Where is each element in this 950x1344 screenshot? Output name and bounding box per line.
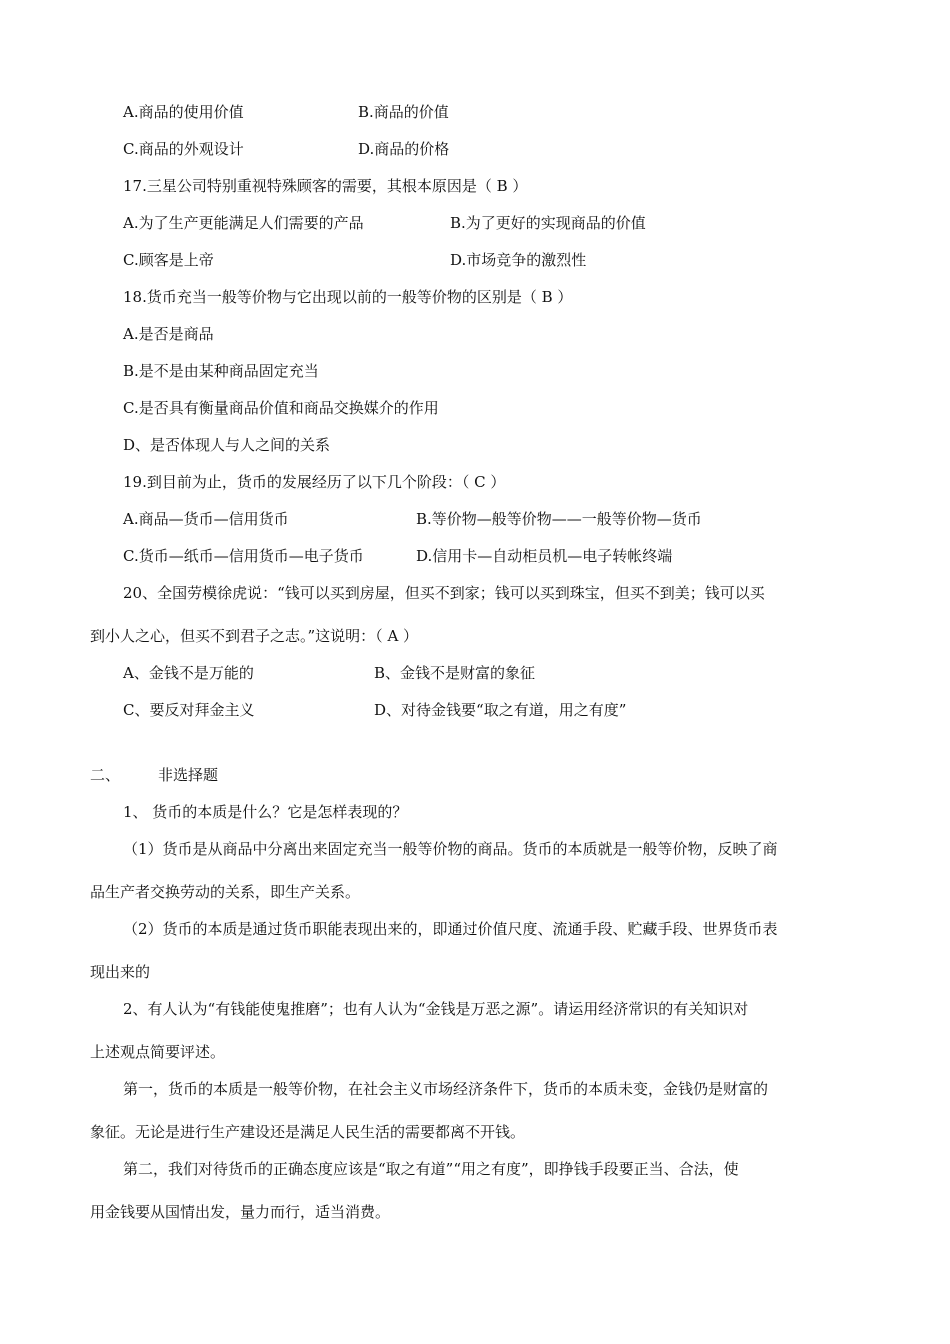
q17-option-c: C.顾客是上帝 — [123, 251, 214, 269]
q19-option-d: D.信用卡—自动柜员机—电子转帐终端 — [416, 547, 673, 565]
q19-option-a: A.商品—货币—信用货币 — [123, 510, 289, 528]
q16-option-b: B.商品的价值 — [358, 103, 449, 121]
section-number: 二、 — [90, 766, 121, 784]
q18-option-a: A.是否是商品 — [123, 325, 214, 343]
sq1-answer2-line1: （2）货币的本质是通过货币职能表现出来的，即通过价值尺度、流通手段、贮藏手段、世界货币表 — [123, 920, 778, 938]
sq1-answer1-line1: （1）货币是从商品中分离出来固定充当一般等价物的商品。货币的本质就是一般等价物，反映了商 — [123, 840, 778, 858]
q17-stem: 17.三星公司特别重视特殊顾客的需要，其根本原因是（ B ） — [123, 177, 528, 195]
q16-option-c: C.商品的外观设计 — [123, 140, 244, 158]
q18-option-c: C.是否具有衡量商品价值和商品交换媒介的作用 — [123, 399, 439, 417]
sq2-point1-line2: 象征。无论是进行生产建设还是满足人民生活的需要都离不开钱。 — [90, 1123, 526, 1141]
q20-option-d: D、对待金钱要“取之有道，用之有度” — [374, 701, 627, 719]
q17-option-d: D.市场竞争的激烈性 — [450, 251, 587, 269]
q19-stem: 19.到目前为止，货币的发展经历了以下几个阶段：（ C ） — [123, 473, 506, 491]
q18-stem: 18.货币充当一般等价物与它出现以前的一般等价物的区别是（ B ） — [123, 288, 573, 306]
q19-option-b: B.等价物—般等价物——一般等价物—货币 — [416, 510, 702, 528]
q20-option-a: A、金钱不是万能的 — [123, 664, 254, 682]
q19-option-c: C.货币—纸币—信用货币—电子货币 — [123, 547, 364, 565]
sq2-point1-line1: 第一，货币的本质是一般等价物，在社会主义市场经济条件下，货币的本质未变，金钱仍是财富的 — [123, 1080, 769, 1098]
q20-option-c: C、要反对拜金主义 — [123, 701, 255, 719]
q17-option-b: B.为了更好的实现商品的价值 — [450, 214, 646, 232]
q20-stem-line1: 20、全国劳模徐虎说：“钱可以买到房屋，但买不到家；钱可以买到珠宝，但买不到美；钱可以买 — [123, 584, 765, 602]
q18-option-b: B.是不是由某种商品固定充当 — [123, 362, 319, 380]
q20-option-b: B、金钱不是财富的象征 — [374, 664, 536, 682]
sq1-answer2-line2: 现出来的 — [90, 963, 151, 981]
sq2-point2-line2: 用金钱要从国情出发，量力而行，适当消费。 — [90, 1203, 391, 1221]
section-title: 非选择题 — [158, 766, 219, 784]
sq1-answer1-line2: 品生产者交换劳动的关系，即生产关系。 — [90, 883, 361, 901]
sq2-point2-line1: 第二，我们对待货币的正确态度应该是“取之有道”“用之有度”，即挣钱手段要正当、合法，使 — [123, 1160, 739, 1178]
sq1-question: 1、 货币的本质是什么？它是怎样表现的？ — [123, 803, 408, 821]
q16-option-d: D.商品的价格 — [358, 140, 450, 158]
q16-option-a: A.商品的使用价值 — [123, 103, 244, 121]
q20-stem-line2: 到小人之心，但买不到君子之志。”这说明：（ A ） — [90, 627, 419, 645]
q18-option-d: D、是否体现人与人之间的关系 — [123, 436, 331, 454]
q17-option-a: A.为了生产更能满足人们需要的产品 — [123, 214, 364, 232]
sq2-question-line1: 2、有人认为“有钱能使鬼推磨”；也有人认为“金钱是万恶之源”。请运用经济常识的有关知识对 — [123, 1000, 749, 1018]
sq2-question-line2: 上述观点简要评述。 — [90, 1043, 226, 1061]
